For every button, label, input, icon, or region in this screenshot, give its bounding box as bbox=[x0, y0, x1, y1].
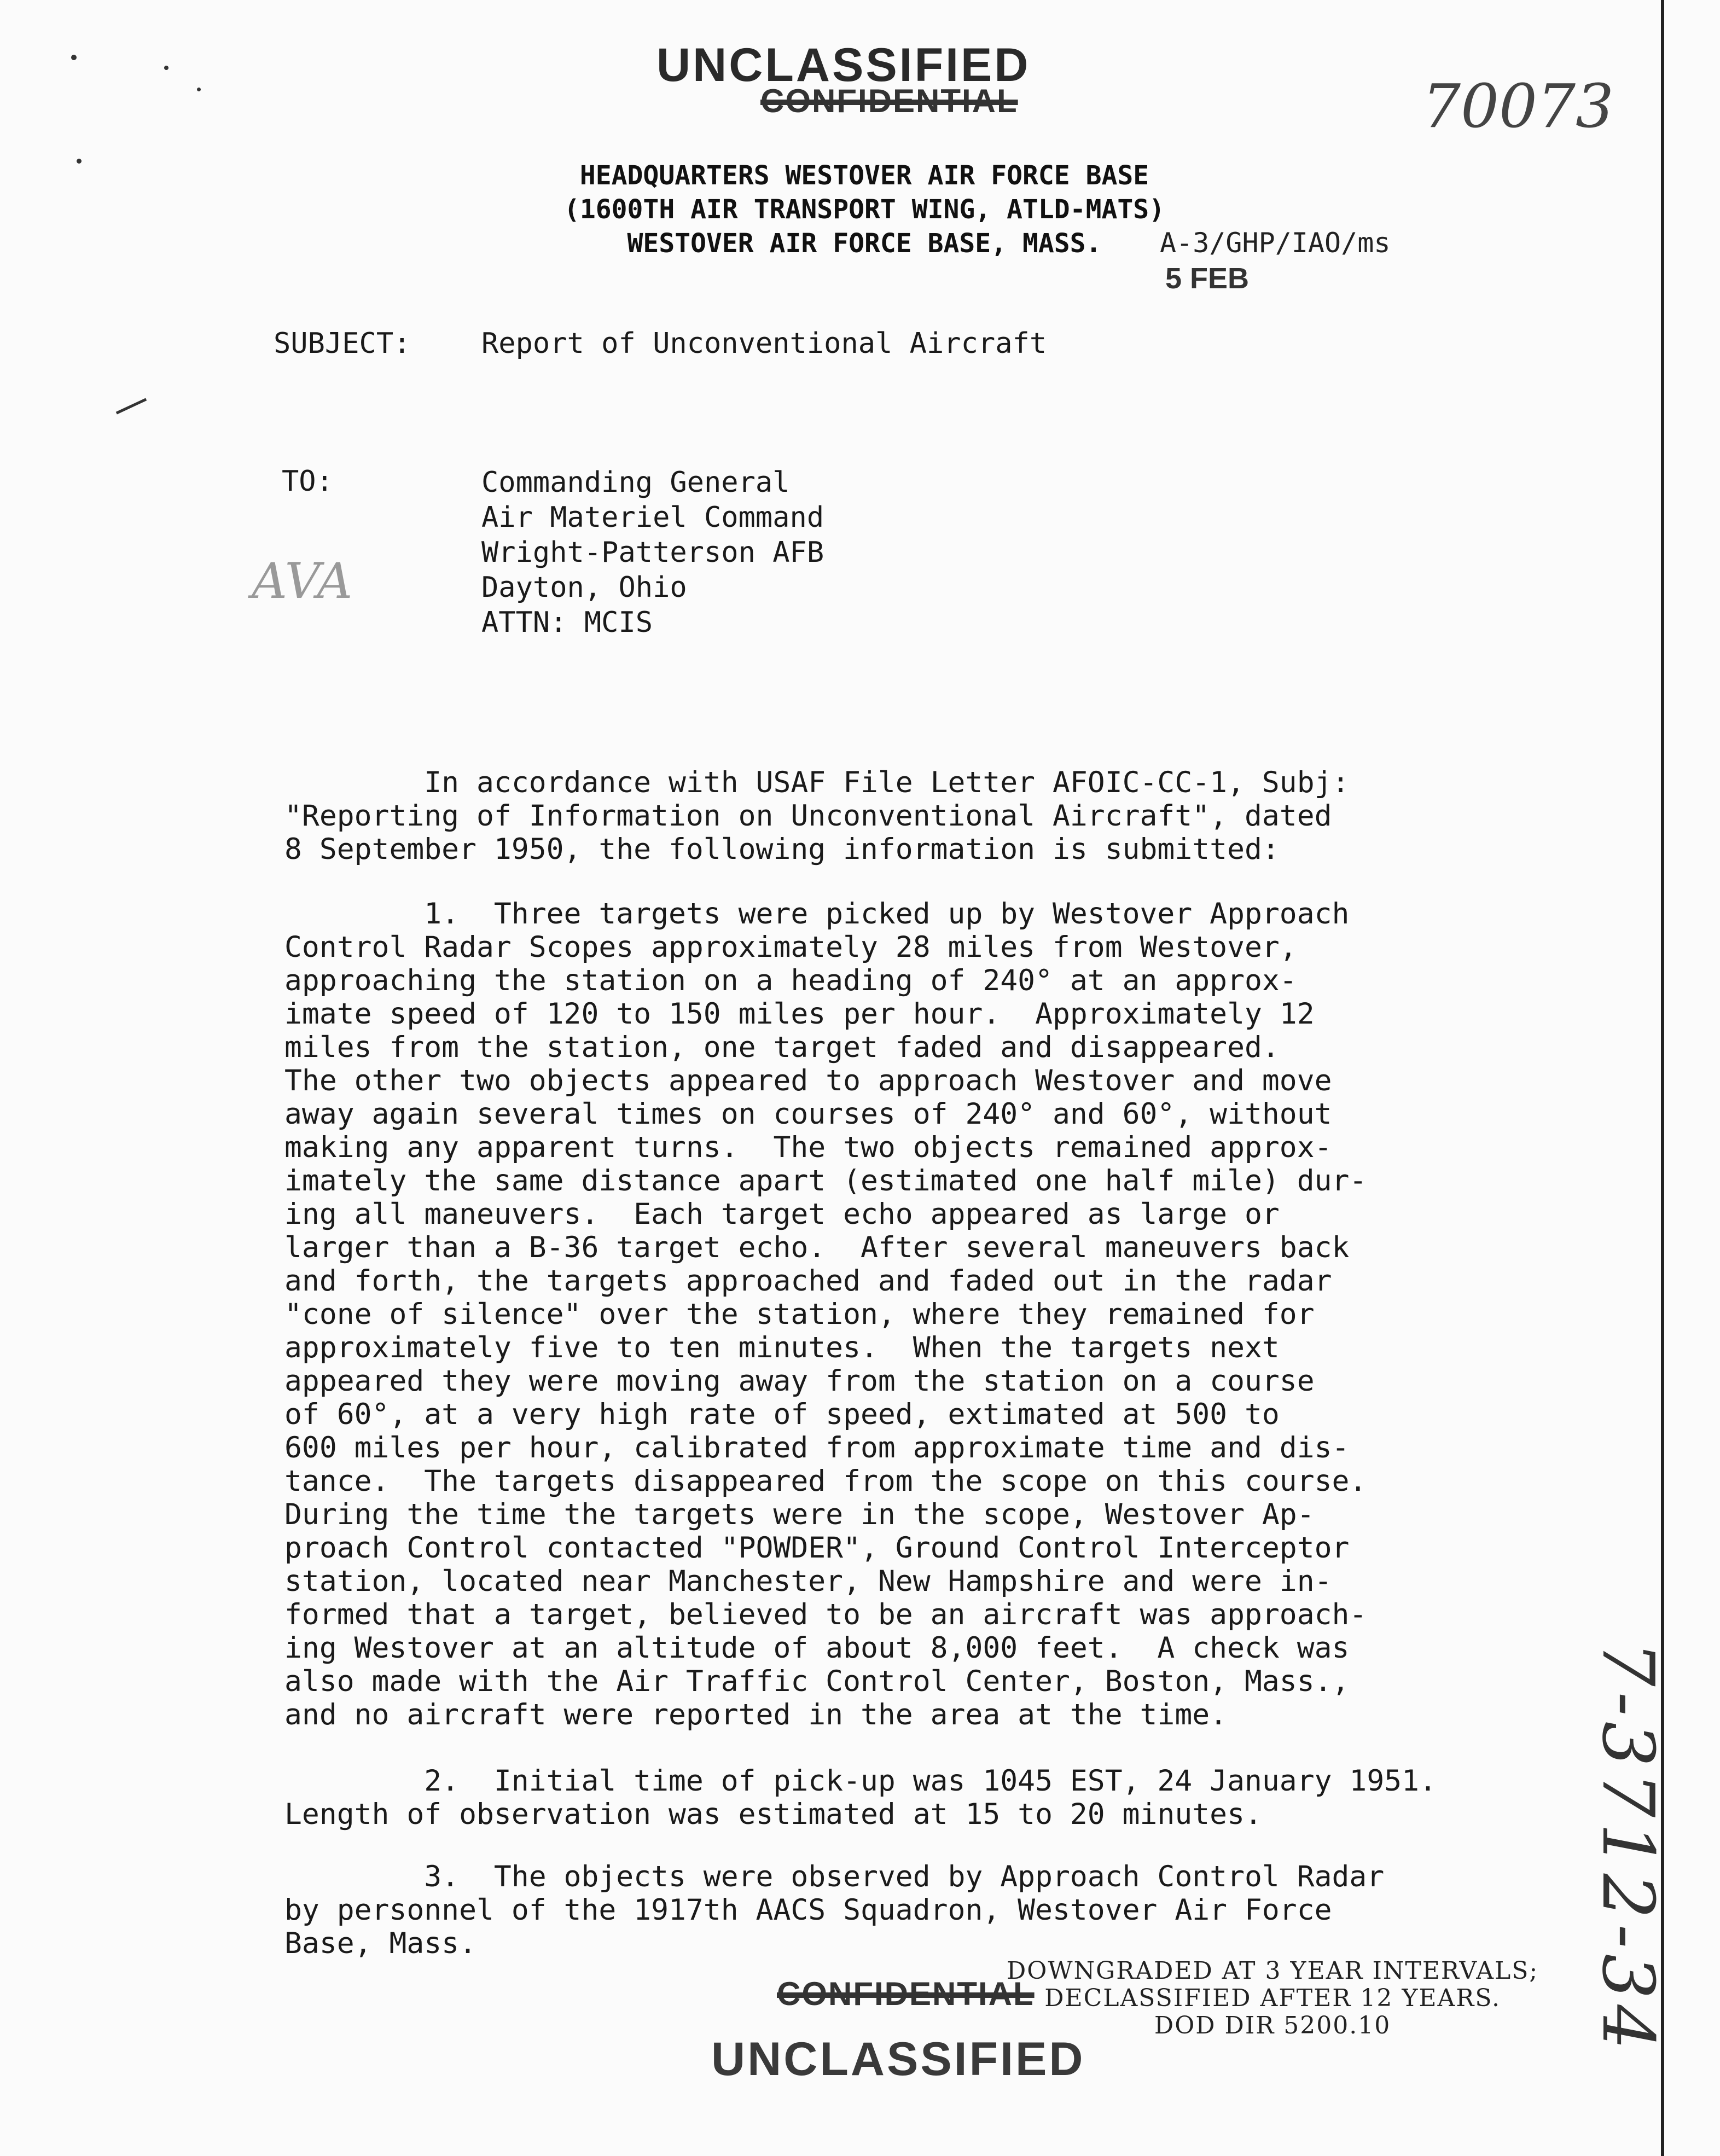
pen-mark bbox=[116, 398, 147, 415]
paragraph-3: 3. The objects were observed by Approach Control Radar by personnel of the 1917th AACS Squadron, Westover Air Force Base, Mass. bbox=[284, 1860, 1385, 1960]
letterhead bbox=[481, 159, 1247, 260]
ink-speck bbox=[164, 66, 168, 70]
addressee-line: Air Materiel Command bbox=[481, 501, 824, 534]
downgrade-notice bbox=[1007, 1957, 1538, 2039]
struck-classification-top: CONFIDENTIAL bbox=[760, 83, 1018, 119]
addressee-line: ATTN: MCIS bbox=[481, 606, 653, 639]
handwritten-margin-note: AVA bbox=[252, 553, 353, 610]
downgrade-line-2: DECLASSIFIED AFTER 12 YEARS. bbox=[1044, 1984, 1501, 2012]
letterhead-line-1: HEADQUARTERS WESTOVER AIR FORCE BASE bbox=[579, 160, 1149, 191]
letterhead-line-2: (1600TH AIR TRANSPORT WING, ATLD-MATS) bbox=[563, 194, 1165, 225]
addressee-block bbox=[481, 465, 824, 640]
addressee-line: Wright-Patterson AFB bbox=[481, 536, 824, 569]
ink-speck bbox=[197, 88, 201, 91]
classification-stamp-bottom: UNCLASSIFIED bbox=[711, 2033, 1085, 2085]
to-label: TO: bbox=[282, 465, 333, 498]
addressee-line: Dayton, Ohio bbox=[481, 571, 687, 604]
letterhead-line-3: WESTOVER AIR FORCE BASE, MASS. bbox=[627, 228, 1102, 259]
downgrade-line-3: DOD DIR 5200.10 bbox=[1154, 2012, 1391, 2039]
handwritten-number: 70073 bbox=[1422, 71, 1614, 141]
paragraph-2: 2. Initial time of pick-up was 1045 EST, 24 January 1951. Length of observation was estimated at 15 to 20 minutes. bbox=[284, 1764, 1437, 1831]
addressee-line: Commanding General bbox=[481, 466, 790, 499]
ink-speck bbox=[71, 55, 77, 60]
subject-value: Report of Unconventional Aircraft bbox=[481, 327, 1047, 360]
subject-label: SUBJECT: bbox=[274, 327, 411, 360]
subject-line bbox=[274, 327, 1047, 360]
paragraph-1: 1. Three targets were picked up by Westover Approach Control Radar Scopes approximately 28 miles from Westover, approaching the station on a heading of 240° at an approx- imate speed of 120 to 150 miles per hour. Approximately 12 miles from the station, one target faded and disappeared. The other two objects appeared to approach Westover and move away again several times on courses of 240° and 60°, without making any apparent turns. The two objects remained approx- imately the same distance apart (estimated one half mile) dur- ing all maneuvers. Each target echo appeared as large or larger than a B-36 target echo. After several maneuvers back and forth, the targets approached and faded out in the radar "cone of silence" over the station, where they remained for approximately five to ten minutes. When the targets next appeared they were moving away from the station on a course of 60°, at a very high rate of speed, extimated at 500 to 600 miles per hour, calibrated from approximate time and dis- tance. The targets disappeared from the scope on this course. During the time the targets were in the scope, Westover Ap- proach Control contacted "POWDER", Ground Control Interceptor station, located near Manchester, New Hampshire and were in- formed that a target, believed to be an aircraft was approach- ing Westover at an altitude of about 8,000 feet. A check was also made with the Air Traffic Control Center, Boston, Mass., and no aircraft were reported in the area at the time. bbox=[284, 897, 1367, 1731]
intro-paragraph: In accordance with USAF File Letter AFOIC-CC-1, Subj: "Reporting of Information on Unconventional Aircraft", dated 8 September 1950, the following information is submitted: bbox=[284, 766, 1350, 866]
ink-speck bbox=[77, 159, 82, 164]
struck-classification-bottom: CONFIDENTIAL bbox=[777, 1975, 1035, 2012]
classification-stamp-top: UNCLASSIFIED bbox=[656, 39, 1031, 91]
reference-code: A-3/GHP/IAO/ms bbox=[1160, 227, 1391, 259]
date-stamp: 5 FEB bbox=[1165, 262, 1250, 295]
downgrade-line-1: DOWNGRADED AT 3 YEAR INTERVALS; bbox=[1007, 1957, 1539, 1985]
handwritten-file-number: 7-3712-34 bbox=[1587, 1641, 1670, 2055]
